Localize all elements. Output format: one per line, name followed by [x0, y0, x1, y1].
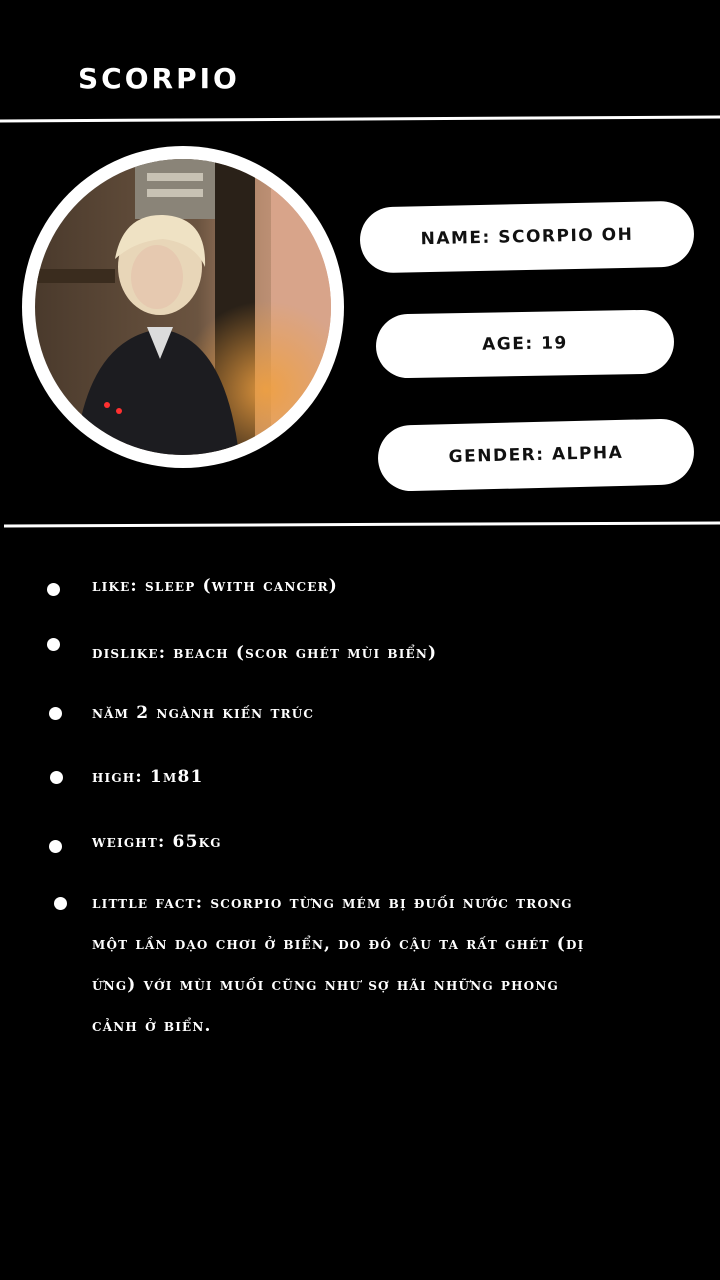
list-item: little fact: scorpio từng mém bị đuối nước trong một lần dạo chơi ở biển, do đó cậu ta rất ghét (dị ứng) với mùi muối cũng như sợ hãi những phong cảnh ở biển. [92, 893, 585, 1036]
gender-pill: GENDER: ALPHA [377, 418, 695, 492]
list-item: high: 1m81 [92, 767, 204, 787]
bullet-icon [49, 840, 62, 853]
name-pill: NAME: SCORPIO OH [359, 201, 694, 274]
age-pill: AGE: 19 [375, 309, 674, 378]
bullet-icon [49, 707, 62, 720]
list-item: like: sleep (with cancer) [92, 576, 339, 596]
list-item: dislike: beach (scor ghét mùi biển) [92, 643, 438, 663]
list-item: weight: 65kg [92, 832, 222, 852]
top-divider [0, 115, 720, 125]
bullet-icon [47, 638, 60, 651]
bullet-icon [54, 897, 67, 910]
bullet-icon [47, 583, 60, 596]
list-item: năm 2 ngành kiến trúc [92, 703, 315, 723]
bullet-icon [50, 771, 63, 784]
middle-divider [0, 520, 720, 530]
page-title: scorpio [78, 52, 240, 98]
avatar-photo [35, 159, 331, 455]
avatar [22, 146, 344, 468]
